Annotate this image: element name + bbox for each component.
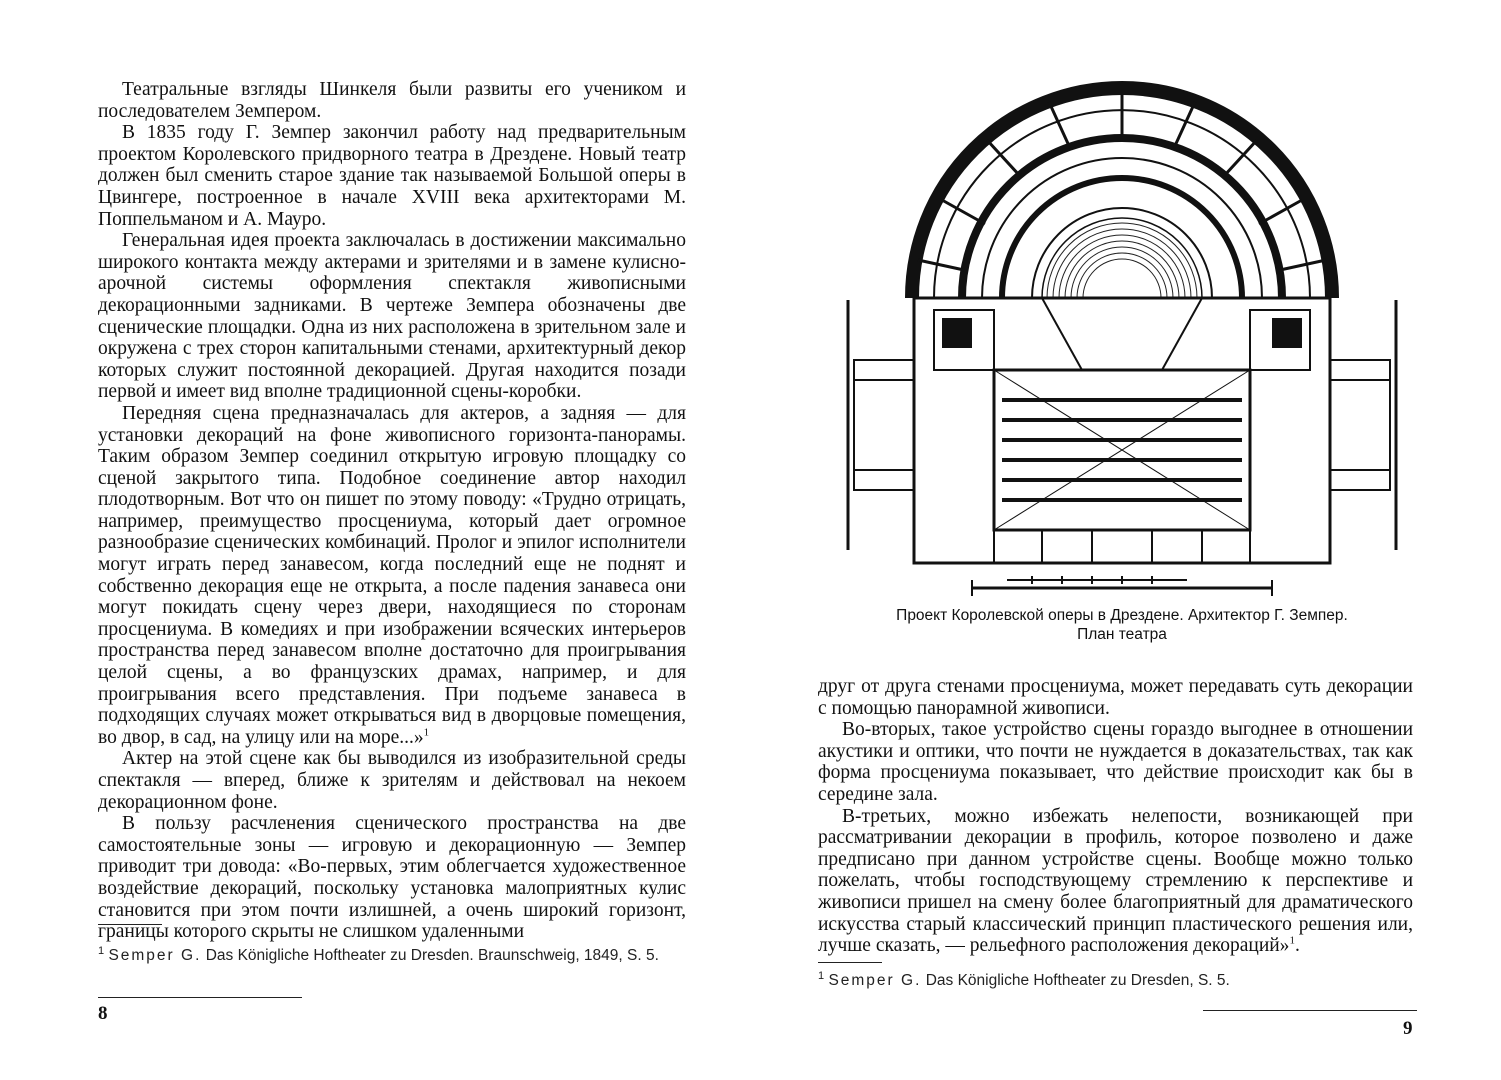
left-body-text bbox=[98, 79, 686, 943]
figure-caption-line: Проект Королевской оперы в Дрездене. Архитектор Г. Земпер. bbox=[896, 607, 1348, 624]
footnote-mark: 1 bbox=[98, 944, 105, 957]
paragraph: Актер на этой сцене как бы выводился из изобразительной среды спектакля — вперед, ближе к зрителям и действовал на некоем декорационном фоне. bbox=[98, 748, 686, 813]
footnote-mark: 1 bbox=[818, 969, 825, 982]
paragraph: Генеральная идея проекта заключалась в достижении максимально широкого контакта между актерами и зрителями и в замене кулисно-арочной системы оформления спектакля живописными декорационными задниками. В чертеже Земпера обозначены две сценические площадки. Одна из них расположена в зрительном зале и окружена с трех сторон капитальными стенами, архитектурный декор которых служит постоянной декорацией. Другая находится позади первой и имеет вид вполне традиционной сцены-коробки. bbox=[98, 230, 686, 403]
paragraph-text: Передняя сцена предназначалась для актеров, а задняя — для установки декораций на фоне живописного горизонта-панорамы. Таким образом Земпер соединил открытую игровую площадку со сценой закрытого типа. Подобное соединение автор находил плодотворным. Вот что он пишет по этому поводу: «Трудно отрицать, например, преимущество просцениума, который дает огромное разнообразие сценических комбинаций. Пролог и эпилог исполнители могут играть перед занавесом, когда последний еще не поднят и собственно декорация еще не открыта, а после падения занавеса они могут покидать сцену через двери, находящиеся по сторонам просцениума. В комедиях и при изображении всяческих интерьеров пространства перед занавесом вполне достаточно для проигрывания целой сцены, а во французских драмах, например, и для проигрывания всего представления. При подъеме занавеса в подходящих случаях может открываться вид в дворцовые помещения, во двор, в сад, на улицу или на море...» bbox=[98, 402, 686, 748]
paragraph-with-quote: В-третьих, можно избежать нелепости, возникающей при рассматривании декорации в профиль, которое позволено и даже предписано при данном устройстве сцены. Вообще можно только пожелать, чтобы господствующему стремлению к перспективе и живописи пришел на смену более благоприятный для драматического искусства старый классический принцип пластического решения или, лучше сказать, — рельефного расположения декораций»$^1$. bbox=[818, 805, 1413, 957]
right-page bbox=[750, 0, 1501, 1080]
footnote-author: Semper G. bbox=[108, 947, 202, 964]
page-number: 9 bbox=[1403, 1018, 1413, 1039]
paragraph: Театральные взгляды Шинкеля были развиты его учеником и последователем Земпером. bbox=[98, 79, 686, 122]
paragraph: друг от друга стенами просцениума, может передавать суть декорации с помощью панорамной живописи. bbox=[818, 676, 1413, 719]
footnote-text: Das Königliche Hoftheater zu Dresden, S. 5. bbox=[925, 972, 1230, 989]
paragraph-text: В-третьих, можно избежать нелепости, возникающей при рассматривании декорации в профиль, которое позволено и даже предписано при данном устройстве сцены. Вообще можно только пожелать, чтобы господствующему стремлению к перспективе и живописи пришел на смену более благоприятный для драматического искусства старый классический принцип пластического решения или, лучше сказать, — рельефного расположения декораций» bbox=[818, 805, 1413, 957]
paragraph: В 1835 году Г. Земпер закончил работу над предварительным проектом Королевского придворного театра в Дрездене. Новый театр должен был сменить старое здание так называемой Большой оперы в Цвингере, построенное в начале XVIII века архитекторами М. Поппельманом и А. Мауро. bbox=[98, 122, 686, 230]
footnote-reference: 1 bbox=[1289, 934, 1295, 947]
page-number-rule bbox=[1203, 1010, 1417, 1011]
footnote bbox=[98, 945, 686, 967]
footnote-text: Das Königliche Hoftheater zu Dresden. Braunschweig, 1849, S. 5. bbox=[205, 947, 659, 964]
paragraph: Во-вторых, такое устройство сцены гораздо выгоднее в отношении акустики и оптики, что почти не нуждается в доказательствах, так как форма просцениума показывает, что действие происходит как бы в середине зала. bbox=[818, 719, 1413, 805]
footnote-reference: 1 bbox=[423, 726, 430, 739]
paragraph: В пользу расчленения сценического пространства на две самостоятельные зоны — игровую и декорационную — Земпер приводит три довода: «Во-первых, этим облегчается художественное воздействие декораций, поскольку установка малоприятных кулис становится при этом почти излишней, а очень широкий горизонт, границы которого скрыты не слишком удаленными bbox=[98, 813, 686, 943]
footnote-separator bbox=[98, 924, 162, 925]
paragraph-with-quote bbox=[98, 403, 686, 749]
footnote-separator bbox=[818, 962, 882, 963]
figure-caption bbox=[842, 606, 1402, 644]
footnote-author: Semper G. bbox=[828, 972, 922, 989]
footnote bbox=[818, 970, 1413, 992]
figure-caption-line: План театра bbox=[1077, 626, 1167, 643]
right-body-text bbox=[818, 676, 1413, 957]
page-number-rule bbox=[98, 997, 302, 998]
left-page bbox=[0, 0, 750, 1080]
page-number: 8 bbox=[98, 1003, 108, 1024]
theatre-floor-plan-drawing bbox=[842, 60, 1402, 600]
